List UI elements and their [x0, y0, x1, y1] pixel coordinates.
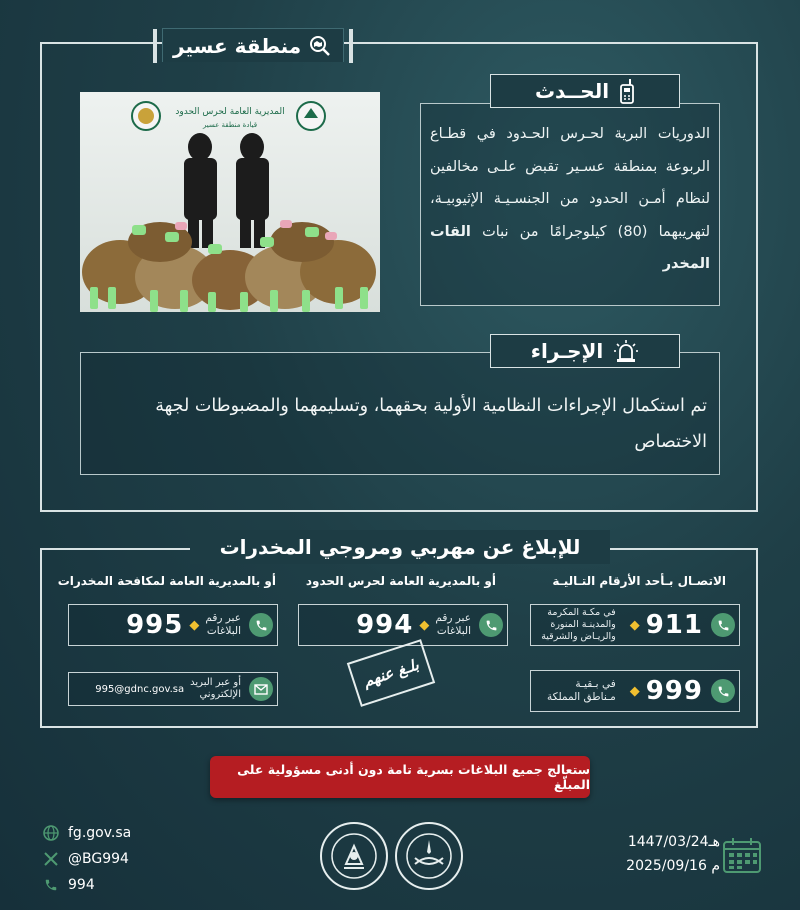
date-gregorian: 2025/09/16 م: [626, 858, 720, 874]
number-911-label: [541, 607, 616, 643]
number-994-value: 994: [356, 610, 414, 640]
event-text: [430, 118, 710, 281]
phone-text[interactable]: 994: [68, 877, 95, 893]
number-911-label-l1: في مكـة المكرمة: [547, 607, 616, 618]
phone-row[interactable]: [42, 876, 131, 894]
x-row[interactable]: [42, 850, 131, 868]
number-999-label-l2: مـناطق المملكة: [547, 691, 616, 703]
email-box[interactable]: [68, 672, 278, 706]
region-title: [162, 28, 344, 62]
envelope-icon: [249, 677, 273, 701]
number-911-label-l3: والريـاض والشرقية: [541, 631, 616, 642]
border-guard-emblem: [320, 822, 388, 890]
chevron-icon: ◆: [189, 617, 200, 633]
number-911-box[interactable]: [530, 604, 740, 646]
phone-icon: [479, 613, 503, 637]
number-994-label-l2: البلاغات: [436, 625, 471, 637]
number-999-label-l1: في بـقيـة: [575, 678, 616, 690]
chevron-icon: ◆: [629, 617, 640, 633]
email-label-l2: الإلكتروني: [199, 689, 241, 700]
number-995-label-l2: البلاغات: [206, 625, 241, 637]
x-handle-text[interactable]: @BG994: [68, 851, 129, 867]
confidentiality-banner: ستعالج جميع البلاغات بسرية تامة دون أدنى مسؤولية على المبلّغ: [210, 756, 590, 798]
photo-banner-line2: قيادة منطقة عسير: [202, 121, 258, 129]
action-text: تم استكمال الإجراءات النظامية الأولية بحقهما، وتسليمهما والمضبوطات لجهة الاختصاص: [155, 396, 707, 452]
seizure-photo: [80, 92, 380, 312]
action-tab-label: الإجـراء: [530, 339, 604, 363]
x-logo-icon: [42, 850, 60, 868]
number-995-label-l1: عبر رقم: [205, 612, 241, 624]
date-hijri: 1447/03/24هـ: [627, 834, 720, 850]
col-heading-left: أو بالمديرية العامة لمكافحة المخدرات: [57, 574, 276, 588]
phone-icon: [249, 613, 273, 637]
calendar-icon: [722, 836, 762, 878]
chevron-icon: ◆: [629, 683, 640, 699]
email-label-l1: أو عبر البريد: [190, 677, 241, 688]
report-title: للإبلاغ عن مهربي ومروجي المخدرات: [190, 530, 610, 564]
col-heading-mid: أو بالمديرية العامة لحرس الحدود: [305, 574, 496, 588]
number-995-label: [205, 612, 241, 638]
event-tab-label: الحــدث: [534, 79, 610, 103]
number-999-value: 999: [645, 676, 703, 706]
number-995-box[interactable]: [68, 604, 278, 646]
chevron-icon: ◆: [419, 617, 430, 633]
number-994-label: [435, 612, 471, 638]
event-text-bold: القات المخدر: [430, 223, 710, 272]
website-row[interactable]: [42, 824, 131, 842]
magnifier-map-icon: [309, 35, 331, 57]
globe-icon: [42, 824, 60, 842]
email-address[interactable]: 995@gdnc.gov.sa: [95, 683, 185, 695]
phone-icon: [42, 876, 60, 894]
col-heading-right: الاتصـال بـأحد الأرقام التـاليـة: [552, 574, 726, 588]
region-title-text: منطقة عسير: [173, 33, 302, 58]
date-block: [560, 830, 720, 878]
footer-contacts: [42, 824, 131, 894]
number-994-box[interactable]: [298, 604, 508, 646]
event-tab: [490, 74, 680, 108]
number-999-label: [547, 678, 616, 704]
website-text[interactable]: fg.gov.sa: [68, 825, 132, 841]
ministry-emblem: [395, 822, 463, 890]
report-stamp: بلـغ عنهم: [347, 639, 435, 707]
siren-icon: [613, 339, 639, 363]
number-994-label-l1: عبر رقم: [435, 612, 471, 624]
number-911-label-l2: والمدينـة المنورة: [550, 619, 616, 630]
action-tab: [490, 334, 680, 368]
number-999-box[interactable]: [530, 670, 740, 712]
walkie-talkie-icon: [619, 78, 635, 104]
phone-icon: [711, 679, 735, 703]
event-text-main: الدوريات البرية لحـرس الحـدود في قطـاع الربوعة بمنطقة عسـير تقبض علـى مخالفين لنظام أمـن الحدود من الجنسـيـة الإثيوبيـة، لتهريبهما (80) كيلوجرامًا من نبات: [430, 126, 711, 240]
number-911-value: 911: [645, 610, 703, 640]
number-995-value: 995: [126, 610, 184, 640]
email-label: [190, 677, 241, 701]
phone-icon: [711, 613, 735, 637]
photo-banner-line1: المديرية العامة لحرس الحدود: [175, 107, 285, 117]
